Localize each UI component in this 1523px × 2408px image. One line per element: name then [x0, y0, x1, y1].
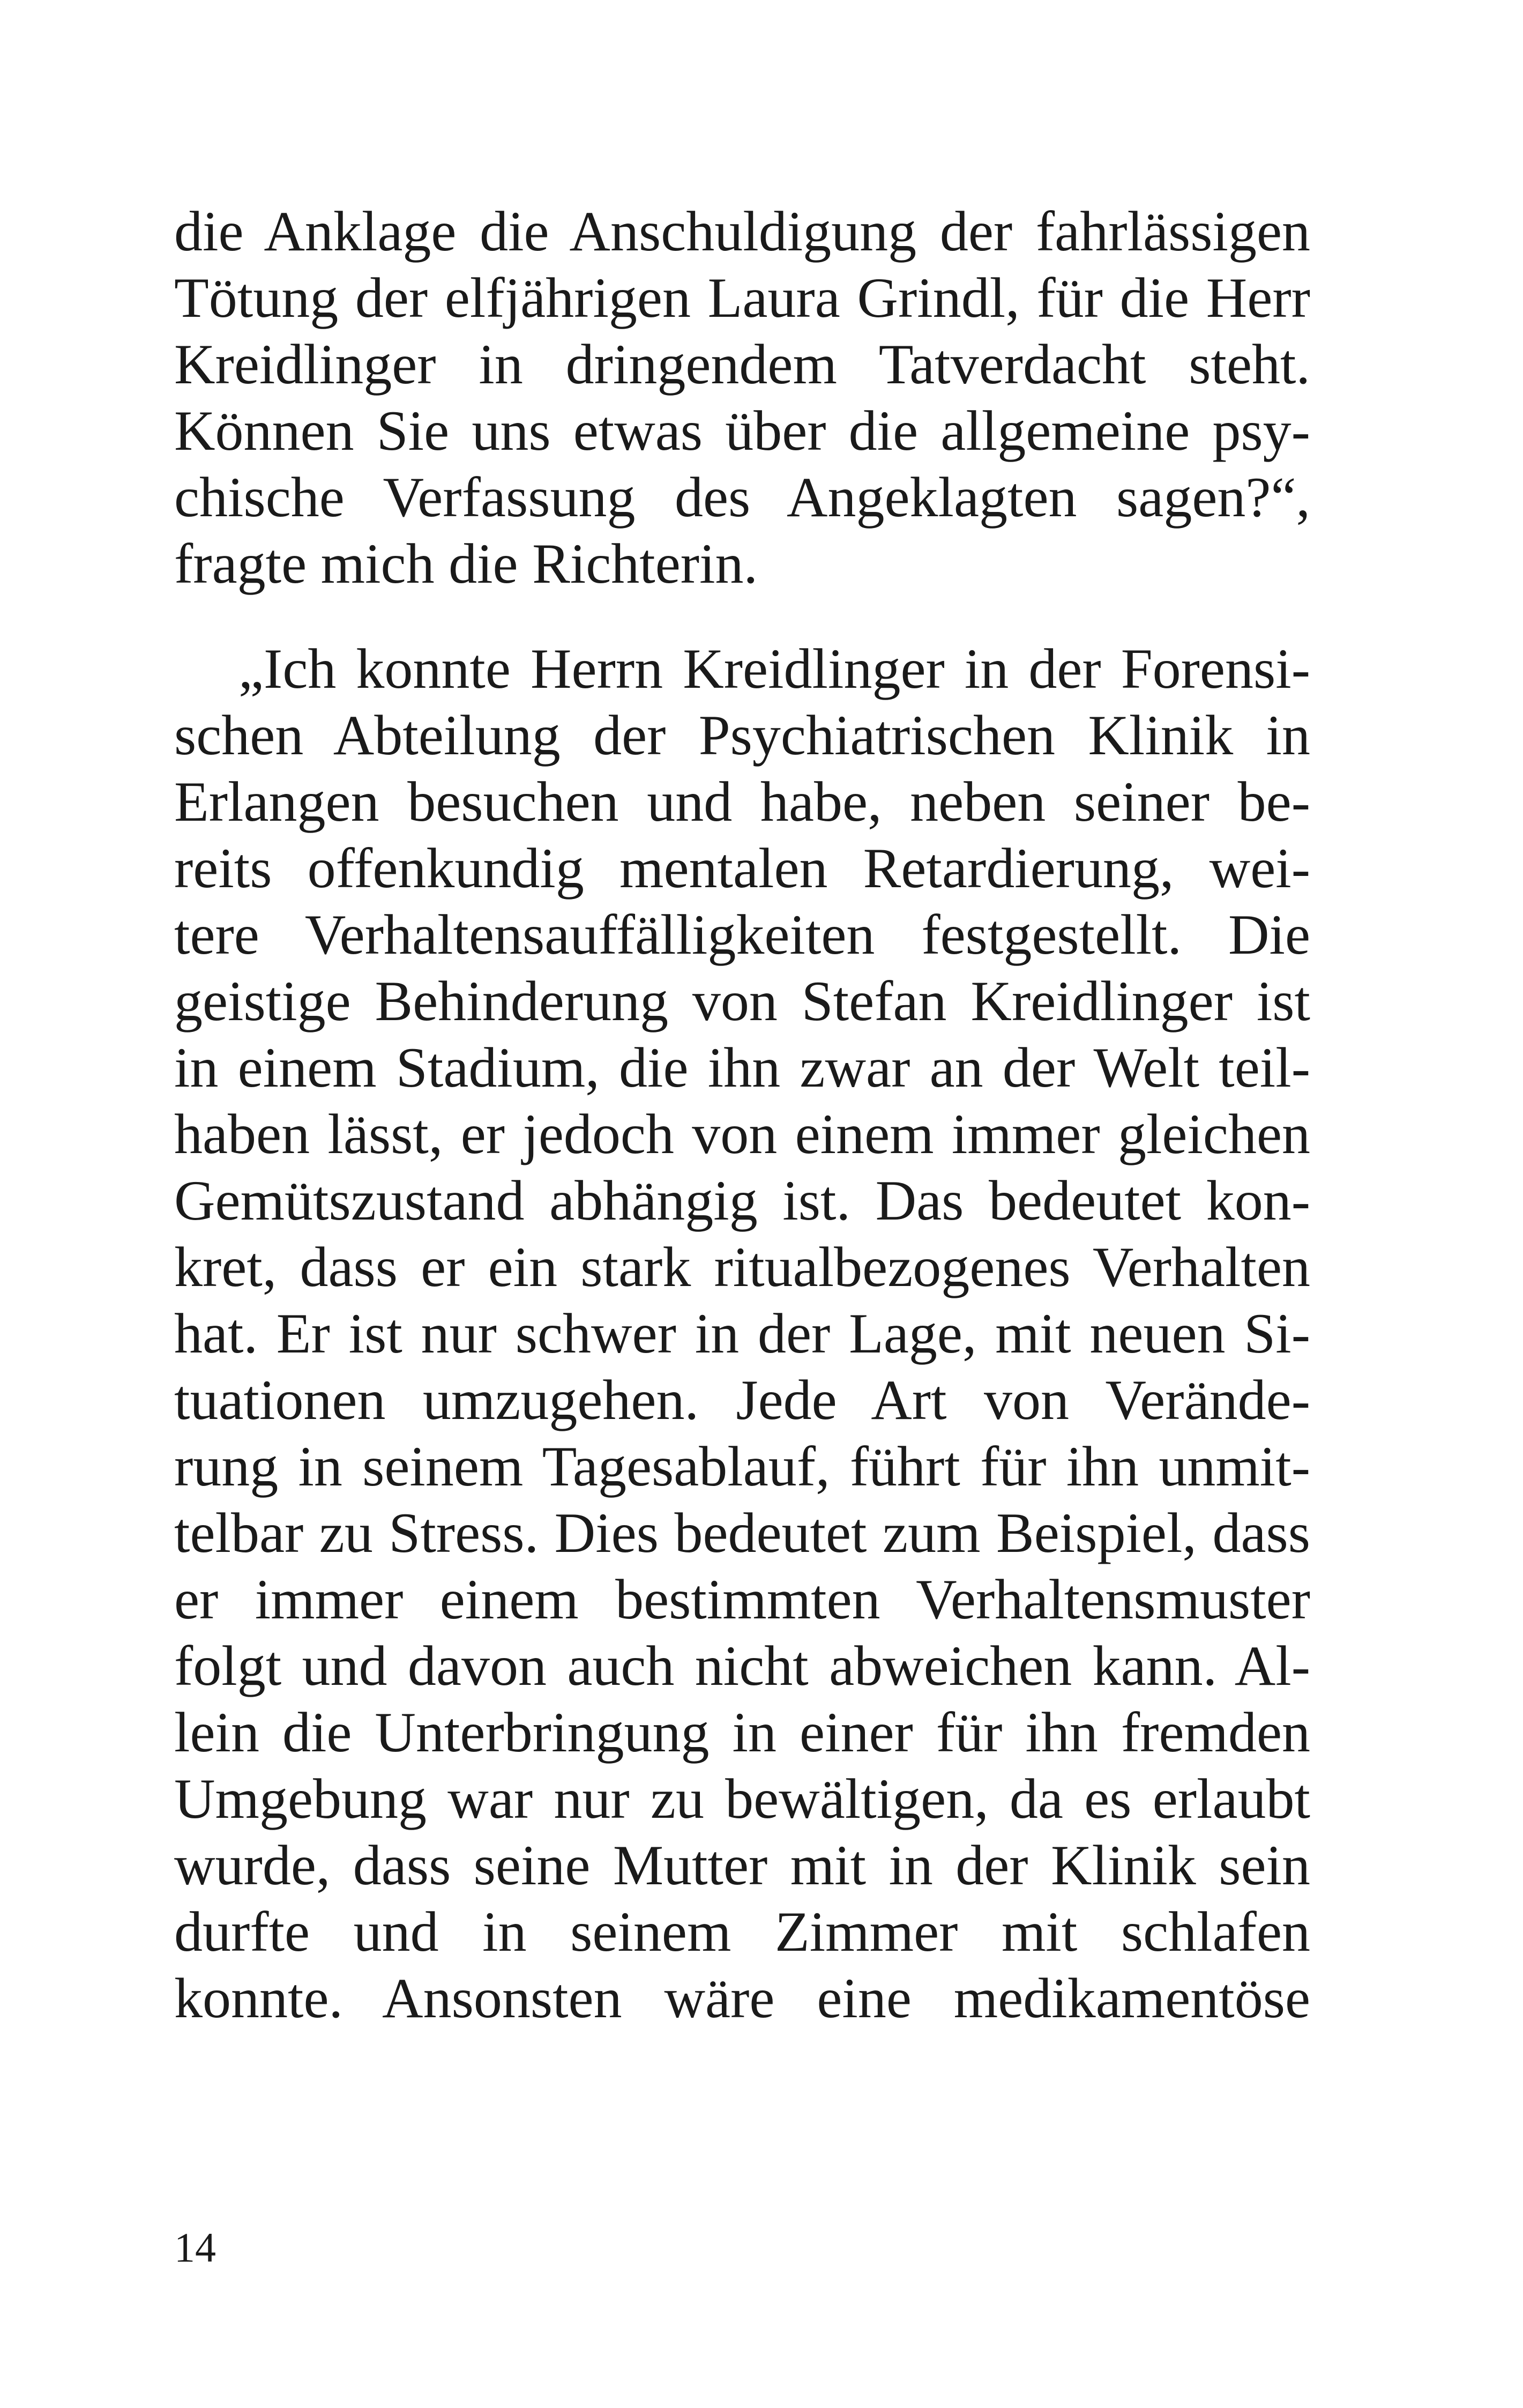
text-line: haben lässt, er jedoch von einem immer gleichen — [174, 1103, 1310, 1165]
text-line: telbar zu Stress. Dies bedeutet zum Beispiel, dass — [174, 1502, 1310, 1564]
text-line: Gemütszustand abhängig ist. Das bedeutet kon- — [174, 1169, 1310, 1232]
text-line: Können Sie uns etwas über die allgemeine psy- — [174, 399, 1310, 462]
text-line: reits offenkundig mentalen Retardierung, wei- — [174, 837, 1310, 900]
text-line: hat. Er ist nur schwer in der Lage, mit neuen Si- — [174, 1302, 1310, 1365]
text-line: Tötung der elfjährigen Laura Grindl, für die Herr — [174, 266, 1310, 329]
paragraph-gap — [174, 597, 1310, 636]
text-line: Umgebung war nur zu bewältigen, da es erlaubt — [174, 1767, 1310, 1830]
text-line: rung in seinem Tagesablauf, führt für ihn unmit- — [174, 1435, 1310, 1498]
text-line: Erlangen besuchen und habe, neben seiner be- — [174, 770, 1310, 833]
text-line: folgt und davon auch nicht abweichen kann. Al- — [174, 1634, 1310, 1697]
text-line: tuationen umzugehen. Jede Art von Verände- — [174, 1369, 1310, 1431]
paragraph-1 — [174, 198, 1310, 597]
text-line: durfte und in seinem Zimmer mit schlafen — [174, 1900, 1310, 1963]
text-line: tere Verhaltensauffälligkeiten festgestellt. Die — [174, 903, 1310, 966]
text-line: geistige Behinderung von Stefan Kreidlinger ist — [174, 970, 1310, 1032]
text-line: die Anklage die Anschuldigung der fahrlässigen — [174, 200, 1310, 263]
text-line: konnte. Ansonsten wäre eine medikamentöse — [174, 1967, 1310, 2030]
page-body — [174, 198, 1310, 2032]
text-line: kret, dass er ein stark ritualbezogenes Verhalten — [174, 1236, 1310, 1298]
paragraph-2 — [174, 636, 1310, 2032]
page-number: 14 — [174, 2224, 216, 2271]
text-line: in einem Stadium, die ihn zwar an der Welt teil- — [174, 1036, 1310, 1099]
text-line: wurde, dass seine Mutter mit in der Klinik sein — [174, 1834, 1310, 1897]
text-line: lein die Unterbringung in einer für ihn fremden — [174, 1701, 1310, 1764]
text-line: schen Abteilung der Psychiatrischen Klinik in — [174, 704, 1310, 767]
text-line: fragte mich die Richterin. — [174, 532, 758, 595]
text-line: er immer einem bestimmten Verhaltensmuster — [174, 1568, 1310, 1631]
text-line: Kreidlinger in dringendem Tatverdacht steht. — [174, 333, 1310, 396]
text-line: „Ich konnte Herrn Kreidlinger in der Forensi- — [238, 637, 1310, 700]
text-line: chische Verfassung des Angeklagten sagen?“, — [174, 466, 1310, 529]
